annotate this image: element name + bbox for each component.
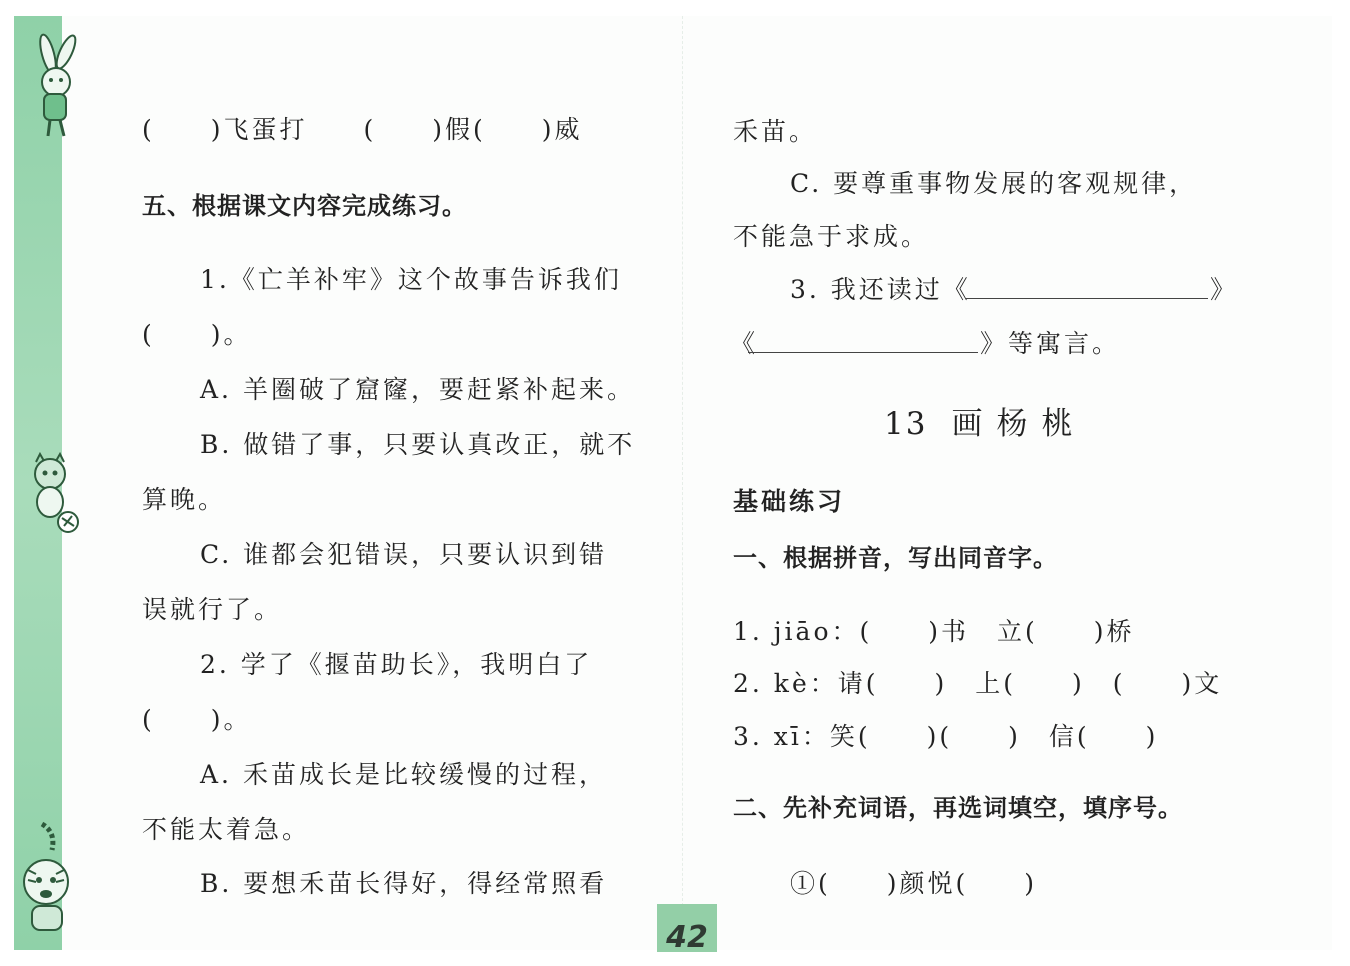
pinyin-item-3: 3. xī：笑( )( ) 信( ): [733, 722, 1159, 751]
question-1-line1: 1.《亡羊补牢》这个故事告诉我们: [200, 265, 622, 294]
question-2-option-c-line2: 不能急于求成。: [733, 222, 930, 251]
basic-practice-heading: 基础练习: [733, 487, 846, 516]
book-title-blank-2[interactable]: [748, 352, 978, 353]
question-3-suffix: 》等寓言。: [980, 329, 1121, 358]
question-2-option-a-line1: A. 禾苗成长是比较缓慢的过程，: [200, 760, 607, 789]
question-1-option-b-line2: 算晚。: [142, 485, 227, 514]
question-2-line1: 2. 学了《揠苗助长》，我明白了: [200, 650, 593, 679]
section2-title: 二、先补充词语，再选词填空，填序号。: [733, 794, 1183, 822]
lesson-heading: [884, 398, 1086, 443]
pinyin-item-1: 1. jiāo：( )书 立( )桥: [733, 617, 1135, 646]
question-2-option-b-line1: B. 要想禾苗长得好，得经常照看: [200, 869, 608, 898]
page-number: 42: [657, 904, 717, 952]
question-3-prefix: 3. 我还读过《: [790, 275, 971, 304]
idiom-fill-line: ( )飞蛋打 ( )假( )威: [142, 115, 583, 144]
book-title-blank-1[interactable]: [966, 298, 1208, 299]
question-1-option-a: A. 羊圈破了窟窿，要赶紧补起来。: [200, 375, 635, 404]
page-gutter-divider: [682, 16, 683, 916]
question-2-option-c-line1: C. 要尊重事物发展的客观规律，: [790, 169, 1198, 198]
question-2-option-a-line2: 不能太着急。: [142, 815, 311, 844]
question-2-option-b-line2: 禾苗。: [733, 117, 818, 146]
question-1-option-c-line2: 误就行了。: [142, 595, 283, 624]
tiger-mascot-icon: [12, 820, 82, 940]
question-2-answer-blank: ( )。: [142, 705, 252, 734]
question-1-option-b-line1: B. 做错了事，只要认真改正，就不: [200, 430, 636, 459]
lesson-number: 13: [884, 406, 928, 442]
fill-item-1: ①( )颜悦( ): [790, 869, 1038, 898]
lesson-title: 画杨桃: [951, 406, 1087, 442]
question-1-answer-blank: ( )。: [142, 320, 252, 349]
question-1-option-c-line1: C. 谁都会犯错误，只要认识到错: [200, 540, 608, 569]
question-3-close-bracket: 》: [1210, 275, 1239, 304]
pinyin-item-2: 2. kè：请( ) 上( ) ( )文: [733, 669, 1223, 698]
section1-title: 一、根据拼音，写出同音字。: [733, 544, 1058, 572]
rabbit-mascot-icon: [14, 24, 84, 144]
section5-title: 五、根据课文内容完成练习。: [142, 192, 467, 220]
question-3-open-bracket-2: 《: [730, 329, 759, 358]
raccoon-mascot-icon: [14, 452, 84, 542]
